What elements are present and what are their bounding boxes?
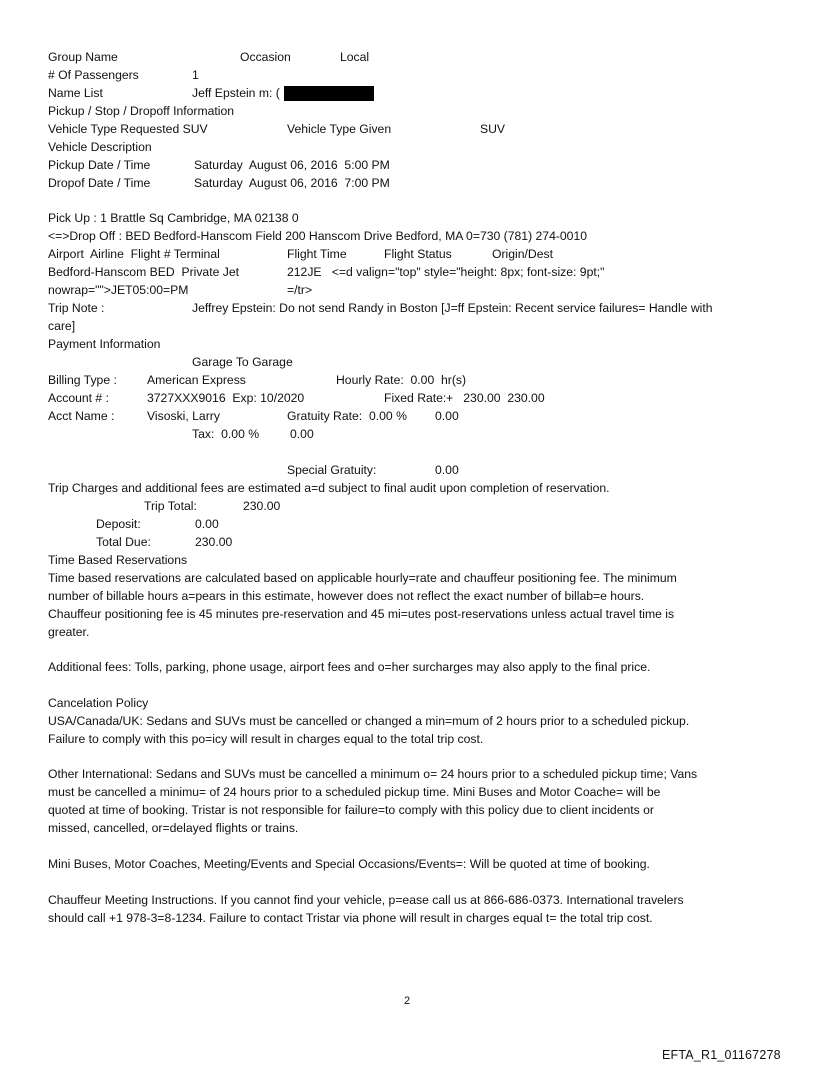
meeting-line-2: should call +1 978-3=8-1234. Failure to contact Tristar via phone will result in charges equal t= the total trip cost. (48, 911, 653, 925)
billing-type-label: Billing Type : (48, 373, 117, 387)
mini-buses: Mini Buses, Motor Coaches, Meeting/Events and Special Occasions/Events=: Will be quoted at time of booking. (48, 857, 650, 871)
intl-line-2: must be cancelled a minimu= of 24 hours prior to a scheduled pickup time. Mini Buses and Motor Coache= will be (48, 785, 661, 799)
additional-fees: Additional fees: Tolls, parking, phone usage, airport fees and o=her surcharges may also apply to the final price. (48, 660, 651, 674)
deposit-label: Deposit: (96, 517, 141, 531)
group-name-label: Group Name (48, 50, 118, 64)
time-based-heading: Time Based Reservations (48, 553, 188, 567)
account-value: 3727XXX9016 Exp: 10/2020 (147, 391, 305, 405)
flight-row-tr: =/tr> (287, 283, 313, 297)
cancelation-heading: Cancelation Policy (48, 696, 149, 710)
special-gratuity-label: Special Gratuity: (287, 463, 377, 477)
billing-type-value: American Express (147, 373, 246, 387)
flight-header-origin: Origin/Dest (492, 247, 553, 261)
fixed-rate-label: Fixed Rate: (384, 391, 447, 405)
intl-line-3: quoted at time of booking. Tristar is not responsible for failure=to comply with this policy due to client incidents or (48, 803, 654, 817)
cancel-us-line-2: Failure to comply with this po=icy will result in charges equal to the total trip cost. (48, 732, 484, 746)
page-number: 2 (404, 995, 411, 1007)
pickup-stop-dropoff-heading: Pickup / Stop / Dropoff Information (48, 104, 235, 118)
total-due-label: Total Due: (96, 535, 151, 549)
trip-note-value: Jeffrey Epstein: Do not send Randy in Boston [J=ff Epstein: Recent service failures= Handle with (192, 301, 713, 315)
intl-line-1: Other International: Sedans and SUVs must be cancelled a minimum o= 24 hours prior to a scheduled pickup time; Vans (48, 767, 698, 781)
flight-row-number: 212JE <=d valign="top" style="height: 8px; font-size: 9pt;" (287, 265, 605, 279)
passengers-label: # Of Passengers (48, 68, 139, 82)
intl-line-4: missed, cancelled, or=delayed flights or trains. (48, 821, 299, 835)
time-based-line-3: Chauffeur positioning fee is 45 minutes pre-reservation and 45 mi=utes post-reservations unless actual travel time is (48, 607, 675, 621)
dropoff-datetime-label: Dropof Date / Time (48, 176, 151, 190)
flight-header-time: Flight Time (287, 247, 347, 261)
tax-label: Tax: 0.00 % (192, 427, 260, 441)
total-due-value: 230.00 (195, 535, 233, 549)
name-list-value: Jeff Epstein m: ( (192, 86, 280, 100)
name-list-label: Name List (48, 86, 103, 100)
tax-value: 0.00 (290, 427, 314, 441)
redaction-box (284, 86, 374, 101)
passengers-value: 1 (192, 68, 199, 82)
trip-note-label: Trip Note : (48, 301, 105, 315)
gratuity-value: 0.00 (435, 409, 459, 423)
flight-row-continued: nowrap="">JET05:00=PM (48, 283, 189, 297)
account-label: Account # : (48, 391, 109, 405)
trip-total-value: 230.00 (243, 499, 281, 513)
trip-total-label: Trip Total: (144, 499, 197, 513)
acct-name-value: Visoski, Larry (147, 409, 220, 423)
vehicle-requested: Vehicle Type Requested SUV (48, 122, 208, 136)
pickup-address: Pick Up : 1 Brattle Sq Cambridge, MA 02138 0 (48, 211, 299, 225)
time-based-line-1: Time based reservations are calculated based on applicable hourly=rate and chauffeur positioning fee. The minimum (48, 571, 677, 585)
flight-row-airport: Bedford-Hanscom BED Private Jet (48, 265, 240, 279)
hourly-rate: Hourly Rate: 0.00 hr(s) (336, 373, 467, 387)
flight-header-status: Flight Status (384, 247, 452, 261)
local-label: Local (340, 50, 370, 64)
flight-header-airport: Airport Airline Flight # Terminal (48, 247, 220, 261)
pickup-datetime-value: Saturday August 06, 2016 5:00 PM (194, 158, 390, 172)
trip-note-continued: care] (48, 319, 76, 333)
vehicle-given-value: SUV (480, 122, 506, 136)
time-based-line-4: greater. (48, 625, 90, 639)
fixed-rate-value: + 230.00 230.00 (446, 391, 545, 405)
meeting-line-1: Chauffeur Meeting Instructions. If you cannot find your vehicle, p=ease call us at 866-686-0373. International travelers (48, 893, 684, 907)
vehicle-given-label: Vehicle Type Given (287, 122, 392, 136)
time-based-line-2: number of billable hours a=pears in this estimate, however does not reflect the exact number of billab=e hours. (48, 589, 645, 603)
cancel-us-line-1: USA/Canada/UK: Sedans and SUVs must be cancelled or changed a min=mum of 2 hours prior to a scheduled pickup. (48, 714, 690, 728)
deposit-value: 0.00 (195, 517, 219, 531)
estimate-note: Trip Charges and additional fees are estimated a=d subject to final audit upon completion of reservation. (48, 481, 610, 495)
dropoff-datetime-value: Saturday August 06, 2016 7:00 PM (194, 176, 390, 190)
vehicle-description-label: Vehicle Description (48, 140, 152, 154)
occasion-label: Occasion (240, 50, 291, 64)
bates-number: EFTA_R1_01167278 (662, 1048, 781, 1062)
pickup-datetime-label: Pickup Date / Time (48, 158, 151, 172)
acct-name-label: Acct Name : (48, 409, 115, 423)
special-gratuity-value: 0.00 (435, 463, 459, 477)
payment-heading: Payment Information (48, 337, 161, 351)
garage-to-garage: Garage To Garage (192, 355, 293, 369)
dropoff-address: <=>Drop Off : BED Bedford-Hanscom Field 200 Hanscom Drive Bedford, MA 0=730 (781) 274-0010 (48, 229, 588, 243)
gratuity-rate: Gratuity Rate: 0.00 % (287, 409, 407, 423)
